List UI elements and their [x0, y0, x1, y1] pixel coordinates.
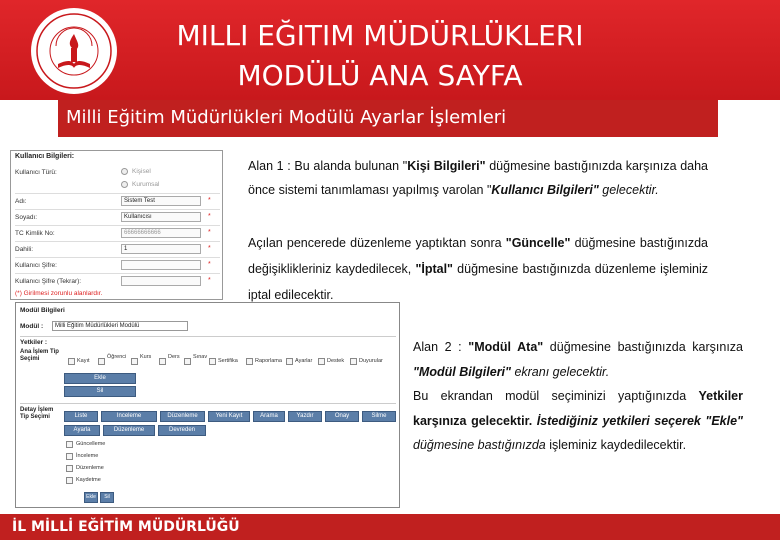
required-mark: *	[208, 277, 211, 284]
tab-button[interactable]: Yazdır	[288, 411, 322, 422]
header-bar	[0, 0, 780, 100]
radio-kisisel[interactable]	[121, 168, 128, 175]
checkbox[interactable]	[246, 358, 253, 365]
checkbox-label: Öğrenci	[107, 354, 127, 360]
password-input[interactable]	[121, 260, 201, 270]
field-row-sifre	[15, 260, 220, 272]
text-bold-italic: "Ekle"	[700, 413, 743, 428]
required-mark: *	[208, 245, 211, 252]
checkbox[interactable]	[318, 358, 325, 365]
text-bold: Kullanıcı Bilgileri"	[491, 182, 599, 197]
checkbox[interactable]	[66, 453, 73, 460]
text: ekranı gelecektir.	[510, 364, 610, 379]
field-label: Adı:	[15, 198, 27, 205]
field-row-dahili	[15, 244, 220, 256]
checkbox[interactable]	[131, 358, 138, 365]
text: Alan 1 : Bu alanda bulunan "	[248, 159, 408, 173]
panel-title: Modül Bilgileri	[20, 307, 65, 314]
checkbox[interactable]	[350, 358, 357, 365]
divider	[15, 209, 220, 210]
checkbox[interactable]	[66, 465, 73, 472]
radio-kurumsal[interactable]	[121, 181, 128, 188]
text: düğmesine bastığınızda düzenleme işleminiz iptal edilecektir.	[248, 262, 708, 302]
field-row-kullanici-turu	[15, 165, 220, 188]
instruction-paragraph	[413, 384, 743, 458]
checkbox-label: Güncelleme	[76, 441, 106, 447]
remove-button[interactable]: Sil	[100, 492, 114, 503]
tc-input[interactable]: 66666666666	[121, 228, 201, 238]
text: düğmesine bastığınızda değişiklikleriniz kaydedilecek,	[248, 236, 708, 276]
divider	[15, 273, 220, 274]
field-row-sifre-tekrar	[15, 276, 220, 288]
subtab-button[interactable]: Devreden	[158, 425, 206, 436]
divider	[15, 225, 220, 226]
tab-button[interactable]: Düzenleme	[160, 411, 205, 422]
text: Bu ekrandan modül seçiminizi yaptığınızda	[413, 389, 699, 403]
checkbox[interactable]	[209, 358, 216, 365]
tab-button[interactable]: Silme	[362, 411, 396, 422]
checkbox-label: İnceleme	[76, 453, 99, 459]
user-info-screenshot	[10, 150, 223, 300]
checkbox-label: Kurs	[140, 354, 152, 360]
instruction-area-3	[413, 335, 743, 458]
subtab-button[interactable]: Ayarla	[64, 425, 100, 436]
required-warning: (*) Girilmesi zorunlu alanlardır.	[15, 290, 103, 297]
text: Açılan pencerede düzenleme yaptıktan sonra	[248, 236, 506, 250]
tab-button[interactable]: Onay	[325, 411, 359, 422]
checkbox[interactable]	[68, 358, 75, 365]
text: Alan 2 :	[413, 340, 469, 354]
checkbox[interactable]	[286, 358, 293, 365]
checkbox[interactable]	[66, 477, 73, 484]
subtitle: Milli Eğitim Müdürlükleri Modülü Ayarlar İşlemleri	[66, 107, 507, 128]
text: gelecektir.	[598, 182, 659, 197]
text-bold: Kişi Bilgileri"	[407, 159, 486, 173]
radio-label: Kurumsal	[132, 181, 160, 188]
checkbox-label: Duyurular	[359, 358, 383, 364]
title-line-1: MILLI EĞITIM MÜDÜRLÜKLERI	[176, 19, 584, 52]
checkbox-label: Kayıt	[77, 358, 90, 364]
field-row-soyadi	[15, 212, 220, 224]
text-bold: "İptal"	[415, 262, 453, 276]
text-bold: "Modül Ata"	[468, 340, 544, 354]
checkbox-label: Ders	[168, 354, 180, 360]
divider	[15, 257, 220, 258]
surname-input[interactable]: Kullanıcısı	[121, 212, 201, 222]
title-line-2: MODÜLÜ ANA SAYFA	[237, 59, 523, 92]
checkbox-label: Ayarlar	[295, 358, 313, 364]
required-mark: *	[208, 261, 211, 268]
tab-button[interactable]: Inceleme	[101, 411, 157, 422]
required-mark: *	[208, 229, 211, 236]
divider	[15, 193, 220, 194]
tab-button[interactable]: Liste	[64, 411, 98, 422]
required-mark: *	[208, 197, 211, 204]
instruction-area-1	[248, 155, 708, 202]
instruction-area-2	[248, 230, 708, 308]
text-bold: "Modül Bilgileri"	[413, 364, 511, 379]
field-label: Kullanıcı Şifre (Tekrar):	[15, 278, 82, 285]
text: düğmesine bastığınızda karşınıza	[543, 340, 743, 354]
radio-label: Kişisel	[132, 168, 151, 175]
checkbox-label: Destek	[327, 358, 345, 364]
remove-button-top[interactable]: Sil	[64, 386, 136, 397]
password-repeat-input[interactable]	[121, 276, 201, 286]
module-label: Modül :	[20, 323, 44, 330]
checkbox[interactable]	[184, 358, 191, 365]
field-row-tc	[15, 228, 220, 240]
divider	[20, 336, 396, 337]
text: işleminiz kaydedilecektir.	[545, 438, 687, 452]
extension-input[interactable]: 1	[121, 244, 201, 254]
add-button[interactable]: Ekle	[84, 492, 98, 503]
ana-islem-label: Ana İşlem Tip Seçimi	[20, 349, 59, 362]
subtitle-bar	[58, 100, 718, 137]
field-label: Kullanıcı Şifre:	[15, 262, 57, 269]
detay-islem-label: Detay İşlem Tip Seçimi	[20, 407, 54, 420]
tab-button[interactable]: Yeni Kayıt	[208, 411, 250, 422]
required-mark: *	[208, 213, 211, 220]
subtab-button[interactable]: Düzenleme	[103, 425, 155, 436]
section-title: Kullanıcı Bilgileri:	[15, 153, 75, 160]
name-input[interactable]: Sistem Test	[121, 196, 201, 206]
footer-bar	[0, 514, 780, 540]
checkbox-label: Kaydetme	[76, 477, 101, 483]
field-label: Dahili:	[15, 246, 34, 253]
checkbox-label: Sertifika	[218, 358, 238, 364]
field-label: Soyadı:	[15, 214, 38, 221]
checkbox[interactable]	[159, 358, 166, 365]
checkbox[interactable]	[98, 358, 105, 365]
text-bold: Yetkiler karşınıza gelecektir.	[413, 389, 743, 428]
page-title	[130, 16, 630, 96]
checkbox-label: Raporlama	[255, 358, 282, 364]
divider	[20, 403, 396, 404]
meb-logo	[20, 6, 128, 96]
checkbox-label: Sınav	[193, 354, 208, 360]
add-button-top[interactable]: Ekle	[64, 373, 136, 384]
text-italic: düğmesine bastığınızda	[413, 438, 546, 452]
module-select[interactable]: Milli Eğitim Müdürlükleri Modülü	[52, 321, 188, 331]
text-bold: "Güncelle"	[505, 236, 571, 250]
yetkiler-label: Yetkiler :	[20, 339, 48, 346]
field-label: Kullanıcı Türü:	[15, 169, 57, 176]
instruction-paragraph	[248, 155, 708, 202]
divider	[15, 241, 220, 242]
field-row-adi	[15, 196, 220, 208]
text: düğmesine bastığınızda karşınıza daha önce sistemi tanımlaması yapılmış varolan "	[248, 159, 708, 197]
tab-button[interactable]: Arama	[253, 411, 285, 422]
module-info-screenshot	[15, 302, 400, 508]
footer-text: İL MİLLİ EĞİTİM MÜDÜRLÜĞÜ	[12, 519, 240, 535]
text-italic: İstediğiniz yetkileri seçerek	[532, 413, 701, 428]
checkbox-label: Düzenleme	[76, 465, 104, 471]
field-label: TC Kimlik No:	[15, 230, 55, 237]
checkbox[interactable]	[66, 441, 73, 448]
instruction-paragraph	[413, 335, 743, 384]
